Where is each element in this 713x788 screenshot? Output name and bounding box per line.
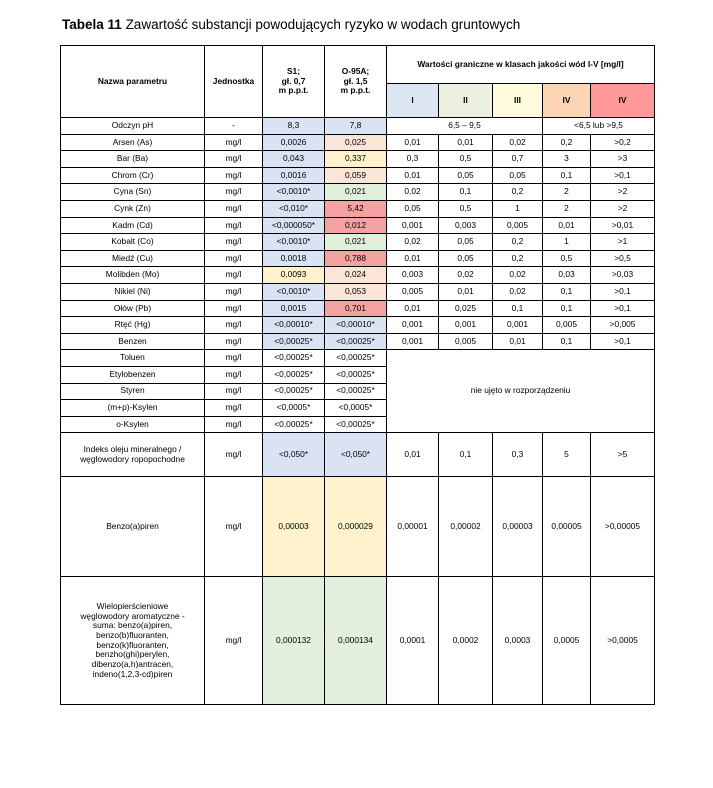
s1-value: 0,0018 bbox=[263, 250, 325, 267]
table-row bbox=[61, 267, 655, 284]
unit: mg/l bbox=[205, 184, 263, 201]
o95a-value: 0,000134 bbox=[325, 577, 387, 705]
limit-class-5: >0,2 bbox=[591, 134, 655, 151]
o95a-value: 0,024 bbox=[325, 267, 387, 284]
table-row bbox=[61, 350, 655, 367]
o95a-value: 0,012 bbox=[325, 217, 387, 234]
limit-class-4: 0,1 bbox=[543, 300, 591, 317]
limit-class-2: 0,005 bbox=[439, 333, 493, 350]
limit-class-4: 1 bbox=[543, 234, 591, 251]
limit-class-1: 0,02 bbox=[387, 184, 439, 201]
o95a-value: <0,00025* bbox=[325, 333, 387, 350]
limit-class-2: 0,001 bbox=[439, 317, 493, 334]
s1-value: <0,00010* bbox=[263, 317, 325, 334]
limit-class-1: 0,001 bbox=[387, 317, 439, 334]
limit-class-3: 0,02 bbox=[493, 267, 543, 284]
header-param: Nazwa parametru bbox=[61, 46, 205, 118]
table-row bbox=[61, 217, 655, 234]
limit-class-2: 0,05 bbox=[439, 234, 493, 251]
table-row bbox=[61, 151, 655, 168]
limit-class-3: 1 bbox=[493, 200, 543, 217]
limit-class-2: 0,05 bbox=[439, 167, 493, 184]
limit-class-5: >0,1 bbox=[591, 300, 655, 317]
s1-value: 0,0093 bbox=[263, 267, 325, 284]
limit-class-2: 0,02 bbox=[439, 267, 493, 284]
limit-class-5: >0,1 bbox=[591, 333, 655, 350]
param-name: Benzen bbox=[61, 333, 205, 350]
limit-class-4: 0,03 bbox=[543, 267, 591, 284]
param-name: Cynk (Zn) bbox=[61, 200, 205, 217]
s1-value: <0,00025* bbox=[263, 416, 325, 433]
o95a-value: 0,337 bbox=[325, 151, 387, 168]
table-row bbox=[61, 577, 655, 705]
limit-class-2: 0,5 bbox=[439, 200, 493, 217]
unit: mg/l bbox=[205, 250, 263, 267]
s1-value: 0,00003 bbox=[263, 477, 325, 577]
table-row bbox=[61, 317, 655, 334]
limit-class-2: 0,01 bbox=[439, 283, 493, 300]
table-row bbox=[61, 184, 655, 201]
param-name: Benzo(a)piren bbox=[61, 477, 205, 577]
limit-class-4: 2 bbox=[543, 184, 591, 201]
o95a-value: 0,000029 bbox=[325, 477, 387, 577]
header-unit: Jednostka bbox=[205, 46, 263, 118]
unit: mg/l bbox=[205, 317, 263, 334]
header-limits: Wartości graniczne w klasach jakości wód I-V [mg/l] bbox=[387, 46, 655, 84]
ph-range-i-iii: 6,5 – 9,5 bbox=[387, 118, 543, 135]
o95a-value: 7,8 bbox=[325, 118, 387, 135]
unit: mg/l bbox=[205, 350, 263, 367]
s1-value: 0,0016 bbox=[263, 167, 325, 184]
limit-class-1: 0,01 bbox=[387, 250, 439, 267]
s1-value: <0,0010* bbox=[263, 283, 325, 300]
caption-label: Tabela 11 bbox=[62, 17, 122, 32]
param-name: Rtęć (Hg) bbox=[61, 317, 205, 334]
limit-class-1: 0,005 bbox=[387, 283, 439, 300]
limit-class-1: 0,001 bbox=[387, 333, 439, 350]
limit-class-1: 0,01 bbox=[387, 134, 439, 151]
unit: mg/l bbox=[205, 366, 263, 383]
param-name: Miedź (Cu) bbox=[61, 250, 205, 267]
table-row bbox=[61, 333, 655, 350]
limit-class-1: 0,0001 bbox=[387, 577, 439, 705]
limit-class-5: >0,5 bbox=[591, 250, 655, 267]
table-row bbox=[61, 283, 655, 300]
limit-class-2: 0,00002 bbox=[439, 477, 493, 577]
param-name: Ołów (Pb) bbox=[61, 300, 205, 317]
unit: mg/l bbox=[205, 151, 263, 168]
unit: mg/l bbox=[205, 383, 263, 400]
limit-class-5: >2 bbox=[591, 184, 655, 201]
s1-value: <0,0010* bbox=[263, 184, 325, 201]
o95a-value: 0,021 bbox=[325, 184, 387, 201]
s1-value: <0,0010* bbox=[263, 234, 325, 251]
s1-value: <0,00025* bbox=[263, 383, 325, 400]
limit-class-3: 0,02 bbox=[493, 134, 543, 151]
unit: mg/l bbox=[205, 300, 263, 317]
limit-class-2: 0,003 bbox=[439, 217, 493, 234]
limit-class-3: 0,0003 bbox=[493, 577, 543, 705]
limit-class-5: >0,03 bbox=[591, 267, 655, 284]
limit-class-1: 0,00001 bbox=[387, 477, 439, 577]
s1-value: 0,0015 bbox=[263, 300, 325, 317]
param-name: Kadm (Cd) bbox=[61, 217, 205, 234]
o95a-value: 0,788 bbox=[325, 250, 387, 267]
limit-class-5: >0,01 bbox=[591, 217, 655, 234]
s1-value: 0,043 bbox=[263, 151, 325, 168]
o95a-value: <0,00025* bbox=[325, 383, 387, 400]
limit-class-2: 0,5 bbox=[439, 151, 493, 168]
param-name: Molibden (Mo) bbox=[61, 267, 205, 284]
unit: mg/l bbox=[205, 167, 263, 184]
limit-class-1: 0,01 bbox=[387, 433, 439, 477]
table-row bbox=[61, 118, 655, 135]
header-o95a: O-95A; gł. 1,5 m p.p.t. bbox=[325, 46, 387, 118]
limit-class-2: 0,0002 bbox=[439, 577, 493, 705]
table-row bbox=[61, 477, 655, 577]
class-header-3: III bbox=[493, 84, 543, 118]
limit-class-2: 0,01 bbox=[439, 134, 493, 151]
class-header-4: IV bbox=[543, 84, 591, 118]
param-name: Etylobenzen bbox=[61, 366, 205, 383]
ph-range-iv-v: <6,5 lub >9,5 bbox=[543, 118, 655, 135]
param-name: Indeks oleju mineralnego / węglowodory ropopochodne bbox=[61, 433, 205, 477]
param-name: Bar (Ba) bbox=[61, 151, 205, 168]
limit-class-5: >5 bbox=[591, 433, 655, 477]
table-row bbox=[61, 234, 655, 251]
class-header-5: IV bbox=[591, 84, 655, 118]
table-row bbox=[61, 200, 655, 217]
limit-class-2: 0,025 bbox=[439, 300, 493, 317]
limit-class-5: >0,0005 bbox=[591, 577, 655, 705]
limit-class-4: 0,00005 bbox=[543, 477, 591, 577]
limit-class-4: 0,2 bbox=[543, 134, 591, 151]
table-row bbox=[61, 433, 655, 477]
limit-class-3: 0,3 bbox=[493, 433, 543, 477]
limit-class-5: >0,005 bbox=[591, 317, 655, 334]
unit: mg/l bbox=[205, 477, 263, 577]
s1-value: <0,00025* bbox=[263, 333, 325, 350]
limit-class-1: 0,01 bbox=[387, 167, 439, 184]
o95a-value: 0,059 bbox=[325, 167, 387, 184]
table-body bbox=[61, 118, 655, 705]
unit: mg/l bbox=[205, 433, 263, 477]
not-included-note: nie ujęto w rozporządzeniu bbox=[387, 350, 655, 433]
class-header-1: I bbox=[387, 84, 439, 118]
table-row bbox=[61, 300, 655, 317]
o95a-value: <0,00025* bbox=[325, 350, 387, 367]
class-header-2: II bbox=[439, 84, 493, 118]
s1-value: <0,000050* bbox=[263, 217, 325, 234]
s1-value: <0,0005* bbox=[263, 400, 325, 417]
o95a-value: <0,00025* bbox=[325, 366, 387, 383]
param-name: Kobalt (Co) bbox=[61, 234, 205, 251]
param-name: Chrom (Cr) bbox=[61, 167, 205, 184]
param-name: Cyna (Sn) bbox=[61, 184, 205, 201]
limit-class-2: 0,1 bbox=[439, 433, 493, 477]
o95a-value: <0,050* bbox=[325, 433, 387, 477]
limit-class-3: 0,05 bbox=[493, 167, 543, 184]
limit-class-5: >0,1 bbox=[591, 283, 655, 300]
limit-class-3: 0,2 bbox=[493, 184, 543, 201]
param-name: Arsen (As) bbox=[61, 134, 205, 151]
limit-class-4: 0,5 bbox=[543, 250, 591, 267]
s1-value: <0,00025* bbox=[263, 366, 325, 383]
limit-class-3: 0,2 bbox=[493, 250, 543, 267]
limit-class-4: 0,01 bbox=[543, 217, 591, 234]
s1-value: <0,010* bbox=[263, 200, 325, 217]
limit-class-4: 3 bbox=[543, 151, 591, 168]
limit-class-1: 0,001 bbox=[387, 217, 439, 234]
limit-class-2: 0,1 bbox=[439, 184, 493, 201]
limit-class-3: 0,7 bbox=[493, 151, 543, 168]
unit: mg/l bbox=[205, 577, 263, 705]
unit: mg/l bbox=[205, 134, 263, 151]
s1-value: <0,050* bbox=[263, 433, 325, 477]
limit-class-5: >0,00005 bbox=[591, 477, 655, 577]
limit-class-4: 0,1 bbox=[543, 283, 591, 300]
unit: mg/l bbox=[205, 200, 263, 217]
table-caption bbox=[62, 17, 520, 32]
limit-class-5: >1 bbox=[591, 234, 655, 251]
o95a-value: 0,701 bbox=[325, 300, 387, 317]
param-name: Odczyn pH bbox=[61, 118, 205, 135]
limit-class-4: 5 bbox=[543, 433, 591, 477]
limit-class-3: 0,00003 bbox=[493, 477, 543, 577]
limit-class-4: 2 bbox=[543, 200, 591, 217]
caption-text: Zawartość substancji powodujących ryzyko w wodach gruntowych bbox=[125, 17, 521, 32]
o95a-value: 0,025 bbox=[325, 134, 387, 151]
s1-value: 0,000132 bbox=[263, 577, 325, 705]
unit: - bbox=[205, 118, 263, 135]
o95a-value: <0,00025* bbox=[325, 416, 387, 433]
s1-value: <0,00025* bbox=[263, 350, 325, 367]
unit: mg/l bbox=[205, 267, 263, 284]
limit-class-3: 0,2 bbox=[493, 234, 543, 251]
limit-class-5: >3 bbox=[591, 151, 655, 168]
table-row bbox=[61, 134, 655, 151]
limit-class-3: 0,02 bbox=[493, 283, 543, 300]
groundwater-table bbox=[60, 45, 655, 705]
limit-class-1: 0,05 bbox=[387, 200, 439, 217]
limit-class-3: 0,01 bbox=[493, 333, 543, 350]
param-name: o-Ksylen bbox=[61, 416, 205, 433]
limit-class-1: 0,02 bbox=[387, 234, 439, 251]
param-name: (m+p)-Ksylen bbox=[61, 400, 205, 417]
o95a-value: 5,42 bbox=[325, 200, 387, 217]
limit-class-1: 0,3 bbox=[387, 151, 439, 168]
param-name: Toluen bbox=[61, 350, 205, 367]
unit: mg/l bbox=[205, 333, 263, 350]
limit-class-4: 0,1 bbox=[543, 167, 591, 184]
unit: mg/l bbox=[205, 416, 263, 433]
limit-class-3: 0,005 bbox=[493, 217, 543, 234]
limit-class-3: 0,001 bbox=[493, 317, 543, 334]
limit-class-5: >2 bbox=[591, 200, 655, 217]
o95a-value: <0,00010* bbox=[325, 317, 387, 334]
o95a-value: <0,0005* bbox=[325, 400, 387, 417]
s1-value: 8,3 bbox=[263, 118, 325, 135]
param-name: Styren bbox=[61, 383, 205, 400]
unit: mg/l bbox=[205, 217, 263, 234]
limit-class-5: >0,1 bbox=[591, 167, 655, 184]
limit-class-1: 0,003 bbox=[387, 267, 439, 284]
header-s1: S1; gł. 0,7 m p.p.t. bbox=[263, 46, 325, 118]
limit-class-1: 0,01 bbox=[387, 300, 439, 317]
limit-class-3: 0,1 bbox=[493, 300, 543, 317]
s1-value: 0,0026 bbox=[263, 134, 325, 151]
o95a-value: 0,021 bbox=[325, 234, 387, 251]
limit-class-4: 0,0005 bbox=[543, 577, 591, 705]
limit-class-2: 0,05 bbox=[439, 250, 493, 267]
table-row bbox=[61, 167, 655, 184]
unit: mg/l bbox=[205, 400, 263, 417]
limit-class-4: 0,005 bbox=[543, 317, 591, 334]
unit: mg/l bbox=[205, 283, 263, 300]
limit-class-4: 0,1 bbox=[543, 333, 591, 350]
unit: mg/l bbox=[205, 234, 263, 251]
param-name: Wielopierścieniowe węglowodory aromatyczne - suma: benzo(a)piren, benzo(b)fluoranten, benzo(k)fluoranten, benzho(ghi)perylen, dibenzo(a,h)antracen, indeno(1,2,3-cd)piren bbox=[61, 577, 205, 705]
o95a-value: 0,053 bbox=[325, 283, 387, 300]
table-row bbox=[61, 250, 655, 267]
param-name: Nikiel (Ni) bbox=[61, 283, 205, 300]
